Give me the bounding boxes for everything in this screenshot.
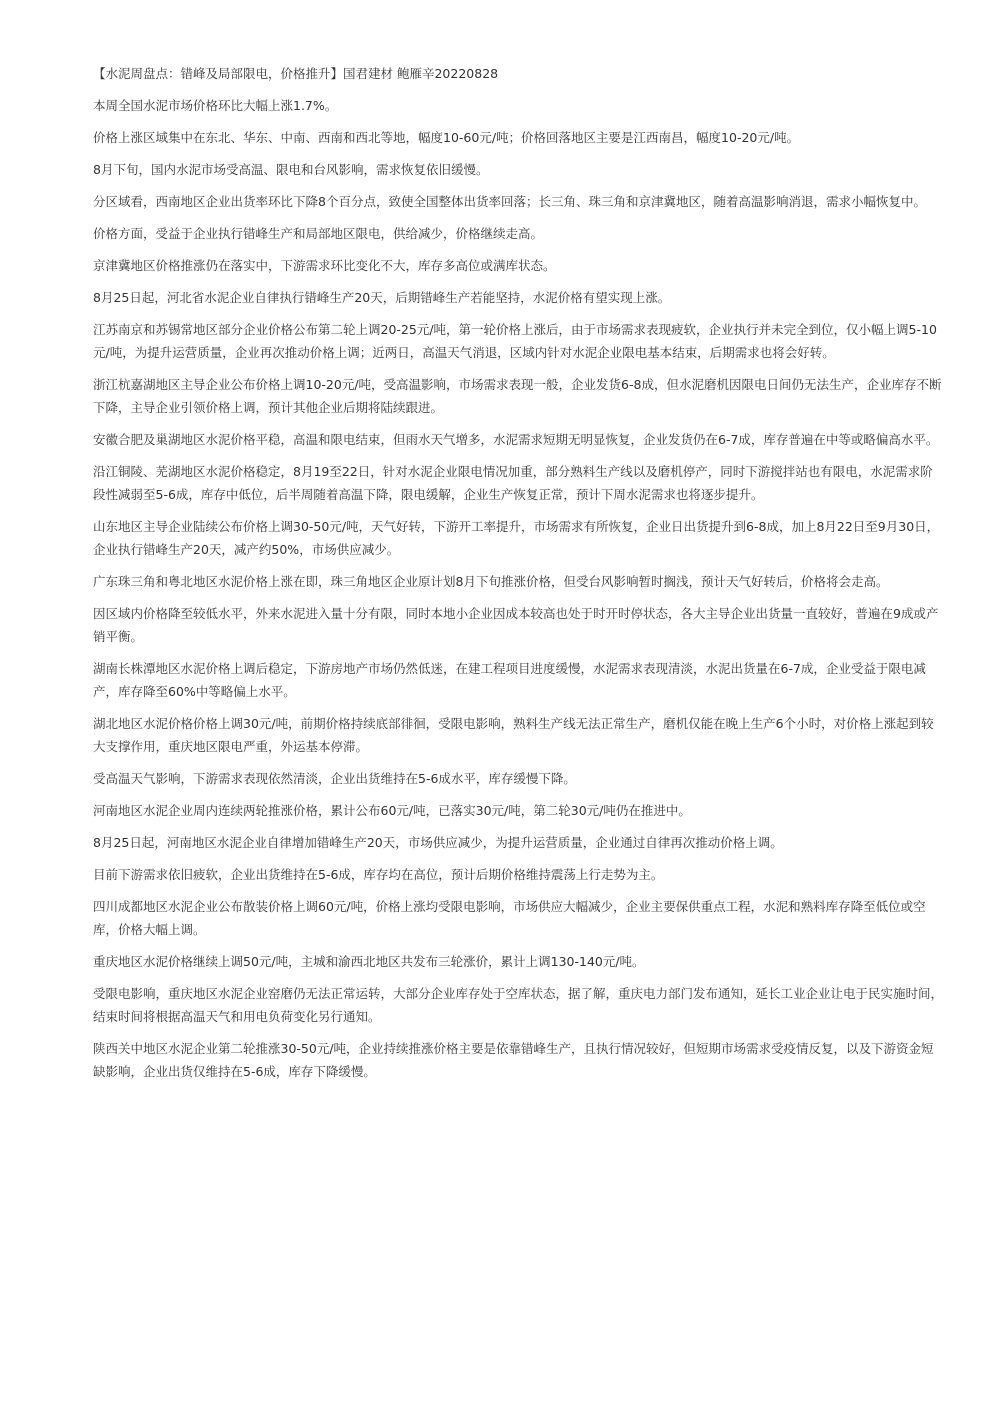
paragraph: 8月25日起，河南地区水泥企业自律增加错峰生产20天，市场供应减少，为提升运营质量，企业通过自律再次推动价格上调。	[93, 835, 783, 850]
paragraph: 价格方面，受益于企业执行错峰生产和局部地区限电，供给减少，价格继续走高。	[93, 226, 544, 241]
paragraph: 湖南长株潭地区水泥价格上调后稳定，下游房地产市场仍然低迷，在建工程项目进度缓慢，水泥需求表现清淡，水泥出货量在6-7成，企业受益于限电减产，库存降至60%中等略偏上水平。	[93, 661, 926, 699]
paragraph: 广东珠三角和粤北地区水泥价格上涨在即，珠三角地区企业原计划8月下旬推涨价格，但受台风影响暂时搁浅，预计天气好转后，价格将会走高。	[93, 574, 889, 589]
paragraph: 8月25日起，河北省水泥企业自律执行错峰生产20天，后期错峰生产若能坚持，水泥价格有望实现上涨。	[93, 290, 671, 305]
paragraph: 因区域内价格降至较低水平，外来水泥进入量十分有限，同时本地小企业因成本较高也处于时开时停状态，各大主导企业出货量一直较好，普遍在9成或产销平衡。	[93, 606, 939, 644]
paragraph: 重庆地区水泥价格继续上调50元/吨，主城和渝西北地区共发布三轮涨价，累计上调130-140元/吨。	[93, 954, 645, 969]
paragraph: 陕西关中地区水泥企业第二轮推涨30-50元/吨，企业持续推涨价格主要是依靠错峰生产，且执行情况较好，但短期市场需求受疫情反复，以及下游资金短缺影响，企业出货仅维持在5-6成，库存下降缓慢。	[93, 1041, 934, 1079]
paragraph: 四川成都地区水泥企业公布散装价格上调60元/吨，价格上涨均受限电影响，市场供应大幅减少，企业主要保供重点工程，水泥和熟料库存降至低位或空库，价格大幅上调。	[93, 899, 926, 937]
paragraph: 受限电影响，重庆地区水泥企业窑磨仍无法正常运转，大部分企业库存处于空库状态，据了解，重庆电力部门发布通知，延长工业企业让电于民实施时间，结束时间将根据高温天气和用电负荷变化另行通知。	[93, 986, 944, 1024]
document-page	[93, 62, 943, 1092]
paragraph: 安徽合肥及巢湖地区水泥价格平稳，高温和限电结束，但雨水天气增多，水泥需求短期无明显恢复，企业发货仍在6-7成，库存普遍在中等或略偏高水平。	[93, 432, 939, 447]
paragraph: 山东地区主导企业陆续公布价格上调30-50元/吨，天气好转，下游开工率提升，市场需求有所恢复，企业日出货提升到6-8成，加上8月22日至9月30日，企业执行错峰生产20天，减产约50%，市场供应减少。	[93, 519, 940, 557]
paragraph: 受高温天气影响，下游需求表现依然清淡，企业出货维持在5-6成水平，库存缓慢下降。	[93, 771, 576, 786]
paragraph: 沿江铜陵、芜湖地区水泥价格稳定，8月19至22日，针对水泥企业限电情况加重，部分熟料生产线以及磨机停产，同时下游搅拌站也有限电，水泥需求阶段性减弱至5-6成，库存中低位，后半周随着高温下降，限电缓解，企业生产恢复正常，预计下周水泥需求也将逐步提升。	[93, 464, 933, 502]
paragraph: 本周全国水泥市场价格环比大幅上涨1.7%。	[93, 98, 338, 113]
paragraph: 分区域看，西南地区企业出货率环比下降8个百分点，致使全国整体出货率回落；长三角、珠三角和京津冀地区，随着高温影响消退，需求小幅恢复中。	[93, 194, 926, 209]
paragraph: 江苏南京和苏锡常地区部分企业价格公布第二轮上调20-25元/吨，第一轮价格上涨后，由于市场需求表现疲软，企业执行并未完全到位，仅小幅上调5-10元/吨，为提升运营质量，企业再次推动价格上调；近两日，高温天气消退，区域内针对水泥企业限电基本结束，后期需求也将会好转。	[93, 322, 937, 360]
paragraph: 目前下游需求依旧疲软，企业出货维持在5-6成，库存均在高位，预计后期价格维持震荡上行走势为主。	[93, 867, 664, 882]
paragraph: 京津冀地区价格推涨仍在落实中，下游需求环比变化不大，库存多高位或满库状态。	[93, 258, 556, 273]
paragraph: 河南地区水泥企业周内连续两轮推涨价格，累计公布60元/吨，已落实30元/吨，第二轮30元/吨仍在推进中。	[93, 803, 691, 818]
paragraph: 湖北地区水泥价格价格上调30元/吨，前期价格持续底部徘徊，受限电影响，熟料生产线无法正常生产，磨机仅能在晚上生产6个小时，对价格上涨起到较大支撑作用，重庆地区限电严重，外运基本停滞。	[93, 716, 934, 754]
paragraph: 价格上涨区域集中在东北、华东、中南、西南和西北等地，幅度10-60元/吨；价格回落地区主要是江西南昌，幅度10-20元/吨。	[93, 130, 800, 145]
paragraph: 8月下旬，国内水泥市场受高温、限电和台风影响，需求恢复依旧缓慢。	[93, 162, 489, 177]
paragraph: 浙江杭嘉湖地区主导企业公布价格上调10-20元/吨，受高温影响，市场需求表现一般，企业发货6-8成，但水泥磨机因限电日间仍无法生产，企业库存不断下降，主导企业引领价格上调，预计其他企业后期将陆续跟进。	[93, 377, 942, 415]
paragraph-list	[93, 94, 943, 1083]
document-title: 【水泥周盘点：错峰及局部限电，价格推升】国君建材 鲍雁辛20220828	[93, 66, 499, 81]
